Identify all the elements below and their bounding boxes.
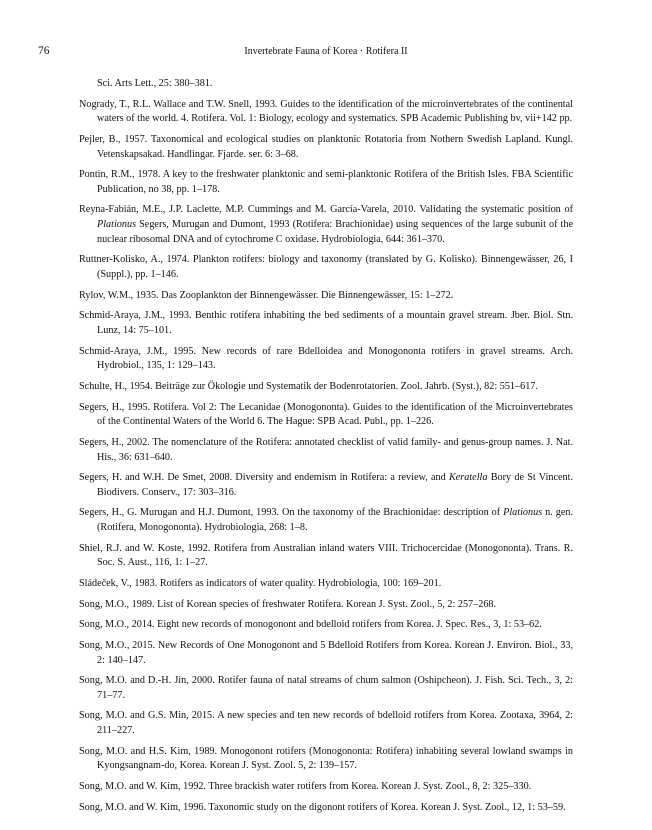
page-header	[38, 45, 614, 61]
reference-text: Song, M.O. and G.S. Min, 2015. A new species and ten new records of bdelloid rotifers from Korea. Zootaxa, 3964, 2: 211–227.	[79, 710, 573, 737]
reference-entry	[79, 436, 573, 465]
reference-text: n. gen. (Rotifera, Monogononta). Hydrobiologia, 268: 1–8.	[97, 507, 573, 534]
reference-entry	[79, 577, 573, 592]
reference-entry	[79, 253, 573, 282]
reference-text: Song, M.O., 2014. Eight new records of monogonont and bdelloid rotifers from Korea. J. Spec. Res., 3, 1: 53–62.	[79, 619, 542, 631]
reference-text: Song, M.O. and H.S. Kim, 1989. Monogonont rotifers (Monogononta: Rotifera) inhabiting several lowland swamps in Kyongsangnam-do, Korea. Korean J. Syst. Zool. 5, 2: 139–157.	[79, 745, 573, 772]
reference-text: Segers, H., 1995. Rotifera. Vol 2: The Lecanidae (Monogononta). Guides to the identification of the Microinvertebrates of the Continental Waters of the World 6. The Hague: SPB Acad. Publ., pp. 1–226.	[79, 401, 573, 428]
taxon-name: Keratella	[448, 472, 488, 484]
reference-entry	[79, 506, 573, 535]
reference-entry	[79, 598, 573, 613]
reference-text: Shiel, R.J. and W. Koste, 1992. Rotifera from Australian inland waters VIII. Trichocercidae (Monogononta). Trans. R. Soc. S. Aust., 116, 1: 1–27.	[79, 542, 573, 569]
reference-text: Sci. Arts Lett., 25: 380–381.	[97, 78, 213, 89]
reference-entry	[79, 542, 573, 571]
reference-text: Ruttner-Kolisko, A., 1974. Plankton rotifers: biology and taxonomy (translated by G. Kolisko). Binnengewässer, 26, I (Suppl.), pp. 1–146.	[79, 254, 573, 281]
reference-entry	[79, 401, 573, 430]
reference-entry	[79, 168, 573, 197]
reference-entry	[79, 618, 573, 633]
reference-text: Song, M.O., 2015. New Records of One Monogonont and 5 Bdelloid Rotifers from Korea. Korean J. Environ. Biol., 33, 2: 140–147.	[79, 639, 573, 666]
reference-entry	[79, 780, 573, 795]
reference-entry	[79, 471, 573, 500]
reference-entry	[79, 203, 573, 247]
reference-text: Song, M.O. and W. Kim, 1996. Taxonomic study on the digonont rotifers of Korea. Korean J. Syst. Zool., 12, 1: 53–59.	[79, 801, 566, 813]
running-title: Invertebrate Fauna of Korea · Rotifera II	[244, 46, 408, 57]
reference-entry	[79, 674, 573, 703]
reference-text: Rylov, W.M., 1935. Das Zooplankton der Binnengewässer. Die Binnengewässer, 15: 1–272.	[79, 289, 454, 301]
reference-entry	[79, 639, 573, 668]
reference-entry	[79, 380, 573, 395]
reference-text: Song, M.O. and W. Kim, 1992. Three brackish water rotifers from Korea. Korean J. Syst. Zool., 8, 2: 325–330.	[79, 781, 532, 793]
reference-text: Schulte, H., 1954. Beiträge zur Ökologie und Systematik der Bodenrotatorien. Zool. Jahrb. (Syst.), 82: 551–617.	[79, 380, 538, 392]
reference-text: Sládeček, V., 1983. Rotifers as indicators of water quality. Hydrobiologia, 100: 169–201.	[79, 578, 442, 590]
reference-text: Segers, Murugan and Dumont, 1993 (Rotifera: Brachionidae) using sequences of the large subunit of the nuclear ribosomal DNA and of cytochrome C oxidase. Hydrobiologia, 644: 361–370.	[97, 219, 573, 245]
reference-list	[79, 77, 573, 821]
reference-entry	[79, 745, 573, 774]
reference-text: Song, M.O., 1989. List of Korean species of freshwater Rotifera. Korean J. Syst. Zool., 5, 2: 257–268.	[79, 598, 497, 610]
reference-entry	[79, 77, 573, 92]
reference-entry	[79, 98, 573, 127]
reference-text: Schmid-Araya, J.M., 1995. New records of rare Bdelloidea and Monogononta rotifers in gravel streams. Arch. Hydrobiol., 135, 1: 129–143.	[79, 345, 573, 372]
reference-text: Nogrady, T., R.L. Wallace and T.W. Snell, 1993. Guides to the identification of the microinvertebrates of the continental waters of the world. 4. Rotifera. Vol. 1: Biology, ecology and systematics. SPB Academic Publishing bv, vii+142 pp.	[79, 98, 573, 125]
page-number: 76	[38, 45, 50, 57]
taxon-name: Plationus	[97, 219, 137, 231]
taxon-name: Plationus	[503, 507, 543, 519]
reference-text: Pejler, B., 1957. Taxonomical and ecological studies on planktonic Rotatoria from Nothern Swedish Lapland. Kungl. Vetenskapsakad. Handlingar. Fjarde. ser. 6: 3–68.	[79, 133, 573, 160]
reference-text: Bory de St Vincent. Biodivers. Conserv., 17: 303–316.	[97, 472, 573, 498]
reference-text: Song, M.O. and D.-H. Jin, 2000. Rotifer fauna of natal streams of chum salmon (Oshipcheon). J. Fish. Sci. Tech., 3, 2: 71–77.	[79, 675, 573, 701]
reference-entry	[79, 801, 573, 816]
reference-text: Reyna-Fabián, M.E., J.P. Laclette, M.P. Cummings and M. García-Varela, 2010. Validating the systematic position of	[79, 204, 573, 216]
reference-entry	[79, 345, 573, 374]
reference-entry	[79, 289, 573, 304]
reference-text: Segers, H., G. Murugan and H.J. Dumont, 1993. On the taxonomy of the Brachionidae: description of	[79, 507, 504, 519]
reference-entry	[79, 709, 573, 738]
reference-text: Pontin, R.M., 1978. A key to the freshwater planktonic and semi-planktonic Rotifera of the British Isles. FBA Scientific Publication, no 38, pp. 1–178.	[79, 169, 573, 195]
reference-text: Schmid-Araya, J.M., 1993. Benthic rotifera inhabiting the bed sediments of a mountain gravel stream. Jber. Biol. Stn. Lunz, 14: 75–101.	[79, 310, 573, 337]
reference-entry	[79, 309, 573, 338]
reference-text: Segers, H., 2002. The nomenclature of the Rotifera: annotated checklist of valid family- and genus-group names. J. Nat. His., 36: 631–640.	[79, 436, 573, 463]
reference-text: Segers, H. and W.H. De Smet, 2008. Diversity and endemism in Rotifera: a review, and	[79, 472, 449, 484]
reference-entry	[79, 133, 573, 162]
